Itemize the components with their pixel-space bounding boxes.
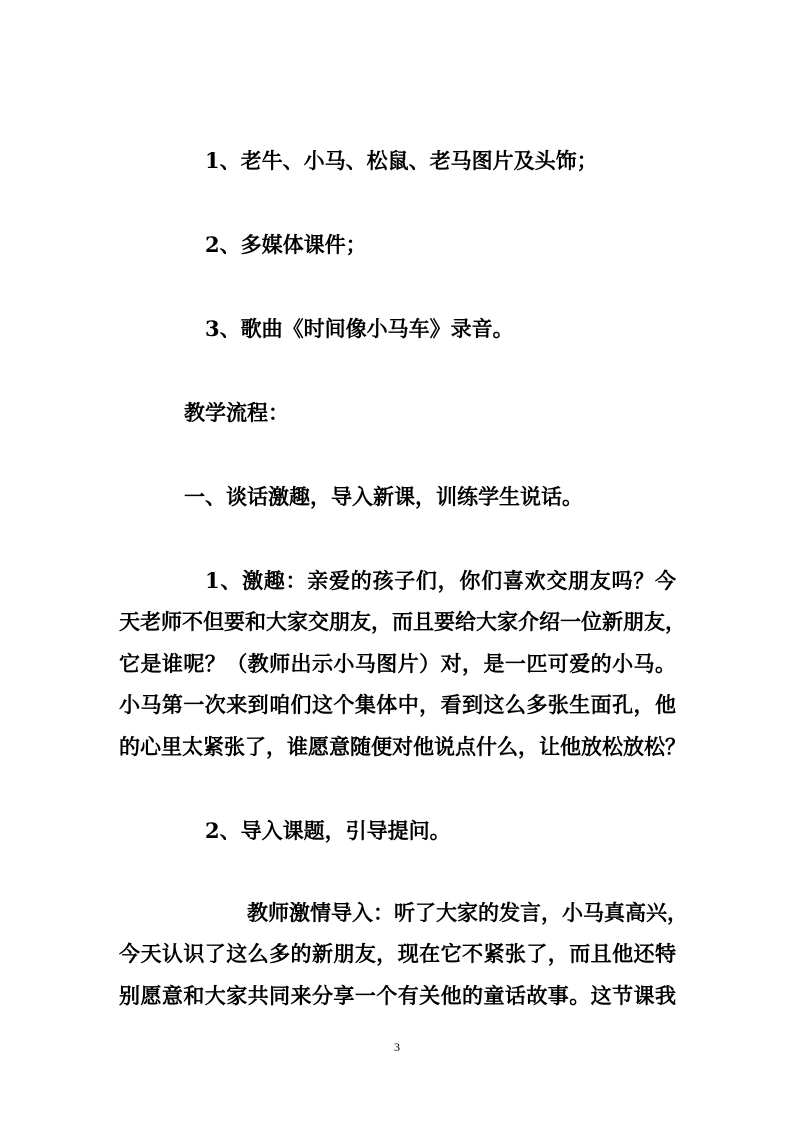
item-1-line-3: 它是谁呢？（教师出示小马图片）对，是一匹可爱的小马。 — [119, 651, 676, 676]
item-1-line-5: 的心里太紧张了，谁愿意随便对他说点什么，让他放松放松？ — [119, 734, 686, 759]
material-item-2: 2、多媒体课件； — [205, 232, 367, 257]
item-2-heading: 2、导入课题，引导提问。 — [205, 818, 451, 843]
teaching-flow-heading: 教学流程： — [184, 400, 289, 425]
material-item-1: 1、老牛、小马、松鼠、老马图片及头饰； — [205, 148, 598, 173]
item-2-line-1: 教师激情导入：听了大家的发言，小马真高兴， — [247, 900, 688, 925]
item-2-line-2: 今天认识了这么多的新朋友，现在它不紧张了，而且他还特 — [119, 941, 676, 966]
item-1-line-4: 小马第一次来到咱们这个集体中，看到这么多张生面孔，他 — [119, 692, 676, 717]
material-item-3: 3、歌曲《时间像小马车》录音。 — [205, 316, 514, 341]
item-1-line-1: 1、激趣：亲爱的孩子们，你们喜欢交朋友吗？今 — [205, 568, 676, 593]
section-1-heading: 一、谈话激趣，导入新课，训练学生说话。 — [184, 484, 583, 509]
page-number: 3 — [394, 1040, 400, 1054]
item-2-line-3: 别愿意和大家共同来分享一个有关他的童话故事。这节课我 — [119, 983, 676, 1008]
item-1-line-2: 天老师不但要和大家交朋友，而且要给大家介绍一位新朋友， — [119, 609, 686, 634]
